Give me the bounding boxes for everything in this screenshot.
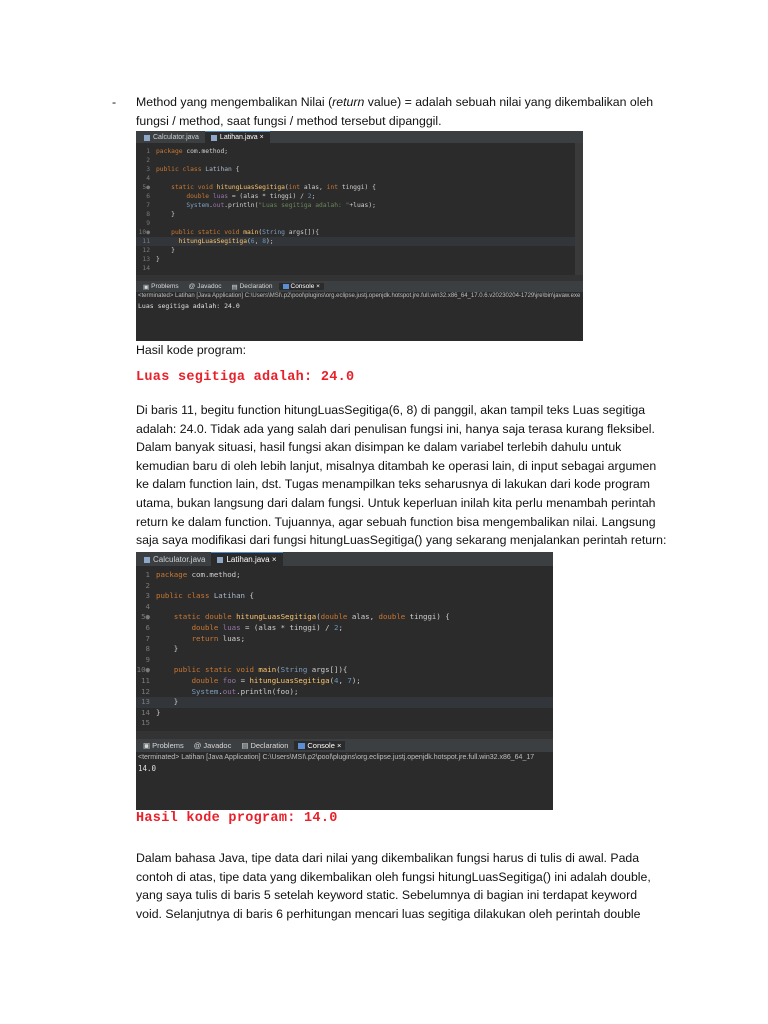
code-token: 6 [250, 238, 255, 245]
code-line [136, 147, 583, 156]
code-token: args[]){ [288, 229, 320, 236]
tab-console[interactable]: Console × [279, 283, 324, 290]
code-token: 2 [307, 193, 312, 200]
intro-line-2: fungsi / method, saat fungsi / method tersebut dipanggil. [136, 113, 442, 128]
code-token [156, 687, 192, 696]
code-line [136, 602, 553, 613]
code-token: alas, [351, 612, 379, 622]
code-token: Latihan [213, 591, 250, 601]
code-token: static void [171, 184, 217, 191]
console-icon [298, 743, 305, 749]
tab-calculator-java[interactable]: Calculator.java [138, 132, 205, 143]
code-token: alas, [303, 184, 327, 191]
explanation-paragraph-1 [136, 401, 666, 550]
code-token: int [288, 184, 304, 191]
tab-javadoc[interactable]: @ Javadoc [193, 741, 232, 750]
code-token: package [156, 570, 192, 579]
code-line [136, 570, 553, 581]
code-token: double [191, 676, 223, 685]
line-number: 14 [141, 707, 150, 717]
code-token: , [254, 238, 263, 245]
line-number: 11 [142, 238, 150, 245]
code-token: hitungLuasSegitiga [178, 238, 247, 245]
code-token: args[]){ [311, 665, 348, 675]
code-line [136, 183, 583, 192]
line-number: 8 [145, 644, 150, 654]
code-token: . [218, 686, 223, 696]
code-token: luas [222, 623, 241, 632]
code-line [136, 219, 583, 228]
code-token: double [320, 612, 352, 622]
code-token: tinggi) { [341, 184, 376, 191]
tab-latihan-java[interactable]: Latihan.java × [211, 552, 282, 566]
code-token: ); [265, 238, 274, 245]
terminated-status: <terminated> Latihan [Java Application] C:\Users\MSI\.p2\pool\plugins\org.eclipse.justj.openjdk.hotspot.jre.full.win32.x86_64_17 [138, 754, 535, 761]
code-token: = [236, 676, 250, 685]
code-line [136, 665, 553, 676]
tab-declaration[interactable]: ▤ Declaration [241, 741, 289, 750]
console-tab-bar [136, 281, 583, 292]
code-token: = (alas * tinggi) / [228, 193, 308, 200]
code-token [156, 229, 171, 236]
code-token: . [209, 202, 213, 209]
code-token: 2 [334, 623, 339, 632]
code-editor[interactable] [136, 143, 583, 275]
code-token: ( [258, 229, 263, 236]
code-line [136, 676, 553, 687]
code-line [136, 210, 583, 219]
line-number: 6 [145, 623, 150, 632]
code-token: ( [247, 238, 251, 245]
code-token: String [262, 229, 289, 236]
line-number: 1 [146, 148, 150, 155]
code-token: , [338, 676, 348, 685]
paragraph-line: kemudian baru di oleh lebih lanjut, misalnya ditambah ke operasi lain, di input sebagai argumen [136, 458, 657, 473]
code-token: luas; [222, 633, 246, 643]
editor-tab-bar [136, 131, 583, 143]
line-number: 4 [146, 175, 150, 182]
eclipse-screenshot-1 [136, 131, 583, 341]
editor-horizontal-scrollbar[interactable] [136, 275, 583, 281]
code-line [136, 697, 553, 708]
code-token: main [243, 229, 259, 236]
code-line [136, 228, 583, 237]
code-token: ; [338, 623, 343, 632]
paragraph-line: Di baris 11, begitu function hitungLuasSegitiga(6, 8) di panggil, akan tampil teks Luas segitiga [136, 403, 646, 417]
code-token: com.method; [186, 148, 229, 155]
code-token [156, 623, 192, 632]
paragraph-line: ke dalam function lain, dst. Tugas menampilkan teks seharusnya di lakukan dari kode program [136, 477, 651, 492]
intro-paragraph [136, 93, 653, 130]
code-line [136, 581, 553, 592]
code-line [136, 165, 583, 174]
line-number: 1 [145, 570, 150, 579]
java-file-icon [211, 135, 217, 141]
line-number: 11 [141, 676, 150, 685]
code-line [136, 687, 553, 698]
line-number: 9 [146, 220, 150, 227]
tab-calculator-java[interactable]: Calculator.java [138, 553, 211, 566]
code-token [156, 634, 192, 643]
problems-icon: ▣ [143, 741, 151, 750]
code-token: } [156, 644, 179, 654]
console-icon [283, 284, 289, 289]
paragraph-line: saja saya modifikasi dari fungsi hitungLuasSegitiga() yang sekarang menjalankan perintah return: [136, 533, 667, 548]
result-output-2: Hasil kode program: 14.0 [136, 811, 338, 826]
line-number: 8 [146, 211, 150, 218]
paragraph-line: contoh di atas, tipe data yang dikembalikan oleh fungsi hitungLuasSegitiga() ini adalah double, [136, 869, 651, 884]
code-token: 7 [347, 676, 352, 685]
code-token: "Luas segitiga adalah: " [258, 202, 350, 209]
line-number: 15 [141, 718, 150, 728]
code-line [136, 192, 583, 201]
line-number: 5● [141, 612, 150, 622]
code-token: { [249, 591, 254, 601]
code-token: return [191, 633, 223, 643]
code-line [136, 264, 583, 273]
code-token: System [191, 686, 219, 696]
code-token [156, 193, 186, 200]
code-token: com.method; [191, 570, 241, 579]
line-number: 7 [145, 633, 150, 643]
paragraph-line: adalah: 24.0. Tidak ada yang salah dari penulisan fungsi ini, hanya saja terasa kurang fleksibel. [136, 421, 655, 436]
line-number: 13 [141, 697, 150, 707]
code-token: ( [284, 184, 289, 191]
code-token: hitungLuasSegitiga [249, 676, 330, 685]
code-token: public static void [173, 665, 259, 675]
line-number: 2 [146, 157, 150, 164]
tab-javadoc[interactable]: @ Javadoc [188, 283, 222, 290]
paragraph-line: void. Selanjutnya di baris 6 perhitungan mencari luas segitiga dilakukan oleh perintah double [136, 906, 641, 921]
paragraph-line: Dalam bahasa Java, tipe data dari nilai yang dikembalikan fungsi harus di tulis di awal. Pada [136, 851, 640, 865]
paragraph-line: yang saya tulis di baris 5 setelah keyword static. Sebelumnya di bagian ini terdapat keyword [136, 888, 638, 903]
code-token: ; [311, 193, 316, 200]
editor-vertical-scrollbar[interactable] [575, 143, 583, 275]
line-number: 6 [146, 193, 150, 200]
line-number: 12 [142, 247, 150, 254]
line-number: 5● [142, 184, 150, 191]
line-number: 9 [145, 654, 150, 664]
line-number: 3 [145, 591, 150, 601]
code-token [156, 612, 174, 621]
line-number: 14 [142, 265, 150, 272]
code-token: = (alas * tinggi) / [240, 623, 335, 632]
code-token: ); [351, 676, 361, 685]
declaration-icon: ▤ [241, 741, 249, 750]
code-line [136, 201, 583, 210]
java-file-icon [144, 135, 150, 141]
code-token: } [156, 256, 160, 263]
code-token: Latihan [205, 166, 236, 173]
line-number: 12 [141, 686, 150, 696]
code-token: int [326, 184, 342, 191]
code-token: public class [156, 166, 206, 173]
intro-line-1: Method yang mengembalikan Nilai (return value) = adalah sebuah nilai yang dikembalikan oleh [136, 95, 654, 109]
code-editor[interactable] [136, 566, 553, 731]
terminated-status: <terminated> Latihan [Java Application] C:\Users\MSI\.p2\pool\plugins\org.eclipse.justj.openjdk.hotspot.jre.full.win32.x86_64_17.0.6.v20230204-1729\jre\bin\javaw.exe [138, 293, 581, 299]
editor-horizontal-scrollbar[interactable] [136, 731, 553, 739]
code-line [136, 237, 583, 246]
paragraph-line: Dalam banyak situasi, hasil fungsi akan disimpan ke dalam variabel terlebih dahulu untuk [136, 440, 622, 455]
tab-latihan-java[interactable]: Latihan.java × [205, 131, 270, 143]
code-token: static double [173, 612, 237, 622]
code-line [136, 708, 553, 719]
code-token: public class [156, 591, 214, 601]
code-token: +luas); [349, 202, 376, 209]
code-token: double [191, 623, 223, 632]
code-line [136, 591, 553, 602]
result-output-1: Luas segitiga adalah: 24.0 [136, 370, 355, 385]
java-file-icon [144, 557, 150, 563]
line-number: 10● [138, 229, 150, 236]
declaration-icon: ▤ [231, 283, 238, 291]
code-line [136, 718, 553, 729]
code-line [136, 174, 583, 183]
line-number: 4 [145, 601, 150, 611]
code-token: out [222, 686, 237, 696]
console-output: Luas segitiga adalah: 24.0 [138, 302, 240, 310]
eclipse-screenshot-2 [136, 552, 553, 810]
paragraph-line: utama, bukan langsung dari dalam fungsi. Untuk keperluan inilah kita perlu menambah perintah [136, 495, 656, 510]
tab-problems[interactable]: ▣ Problems [143, 741, 184, 750]
code-token: } [156, 697, 179, 707]
code-token: luas [212, 193, 229, 200]
javadoc-icon: @ [193, 741, 202, 750]
code-token: main [258, 665, 277, 675]
code-token: public static void [171, 229, 244, 236]
bullet-dash: - [112, 95, 117, 109]
editor-tab-bar [136, 552, 553, 566]
tab-problems[interactable]: ▣ Problems [143, 283, 179, 291]
line-number: 2 [145, 580, 150, 590]
code-token: package [156, 148, 187, 155]
code-token: String [280, 665, 312, 675]
code-token [156, 238, 179, 245]
code-token: ( [276, 665, 281, 675]
line-number: 3 [146, 166, 150, 173]
code-token: 8 [262, 238, 266, 245]
heading-hasil-kode-1: Hasil kode program: [136, 343, 247, 357]
code-token: .println(foo); [236, 686, 299, 696]
code-line [136, 623, 553, 634]
code-token [156, 184, 171, 191]
code-token: tinggi) { [409, 612, 450, 622]
code-token: foo [222, 676, 237, 685]
code-token: } [156, 211, 175, 218]
code-line [136, 644, 553, 655]
java-file-icon [217, 557, 223, 563]
code-token: double [378, 612, 410, 622]
code-token: ( [316, 612, 321, 622]
code-token: System [186, 202, 210, 209]
console-tab-bar [136, 739, 553, 752]
code-line [136, 634, 553, 645]
line-number: 13 [142, 256, 150, 263]
code-line [136, 612, 553, 623]
console-output: 14.0 [138, 764, 157, 773]
code-token: { [235, 166, 240, 173]
code-token: ( [329, 676, 335, 685]
code-line [136, 655, 553, 666]
code-token [156, 665, 174, 674]
code-token: } [156, 707, 161, 717]
paragraph-line: return ke dalam function. Tujuannya, agar sebuah function bisa mengembalikan nilai. Langsung [136, 514, 656, 529]
line-number: 10● [136, 665, 150, 675]
code-token: double [186, 193, 213, 200]
javadoc-icon: @ [188, 283, 196, 290]
explanation-paragraph-2 [136, 849, 651, 923]
tab-console[interactable]: Console × [294, 741, 345, 750]
code-line [136, 246, 583, 255]
code-token: } [156, 247, 175, 254]
code-token: hitungLuasSegitiga [216, 184, 285, 191]
code-token: 4 [334, 676, 339, 685]
code-line [136, 255, 583, 264]
problems-icon: ▣ [143, 283, 150, 291]
code-line [136, 156, 583, 165]
code-token: out [212, 202, 225, 209]
code-token: .println( [224, 202, 259, 209]
code-token [156, 202, 186, 209]
tab-declaration[interactable]: ▤ Declaration [231, 283, 273, 291]
line-number: 7 [146, 202, 150, 209]
code-token [156, 676, 192, 685]
code-token: hitungLuasSegitiga [236, 612, 317, 622]
